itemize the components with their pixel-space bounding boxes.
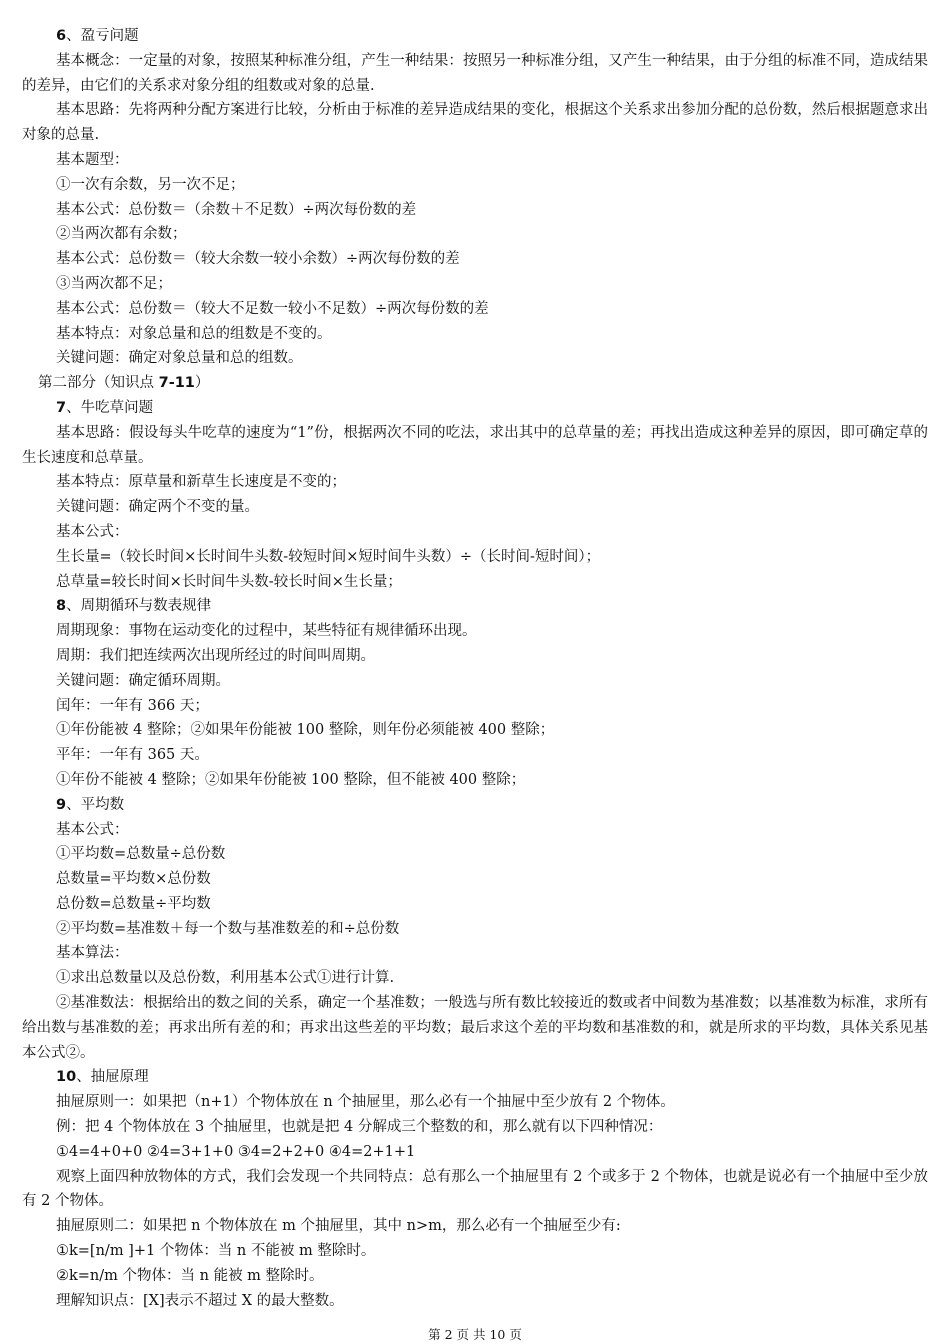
text-line: 关键问题：确定两个不变的量。 <box>56 499 259 516</box>
formula-line: ①k=[n/m ]+1 个物体：当 n 不能被 m 整除时。 <box>56 1243 376 1260</box>
text-line: 周期：我们把连续两次出现所经过的时间叫周期。 <box>56 647 375 664</box>
text-line: ①一次有余数，另一次不足； <box>56 176 245 193</box>
paragraph-idea: 基本思路：先将两种分配方案进行比较，分析由于标准的差异造成结果的变化，根据这个关系求出参加分配的总份数，然后根据题意求出对象的总量. <box>22 102 928 144</box>
text-line: 基本特点：原草量和新草生长速度是不变的； <box>56 474 346 491</box>
formula-line: 总数量=平均数×总份数 <box>56 871 211 888</box>
heading-number: 7 <box>56 399 67 416</box>
paragraph-observe: 观察上面四种放物体的方式，我们会发现一个共同特点：总有那么一个抽屉里有 2 个或多于 2 个物体，也就是说必有一个抽屉中至少放有 2 个物体。 <box>22 1168 928 1210</box>
formula-line: ②平均数=基准数＋每一个数与基准数差的和÷总份数 <box>56 920 400 937</box>
text-line: 平年：一年有 365 天。 <box>56 747 209 764</box>
text-line: 基本公式： <box>56 821 129 838</box>
formula-line: ②k=n/m 个物体：当 n 能被 m 整除时。 <box>56 1267 324 1284</box>
heading-text: 、抽屉原理 <box>76 1069 149 1086</box>
text-line: 闰年：一年有 366 天； <box>56 697 209 714</box>
heading-number: 10 <box>56 1069 77 1086</box>
text-line: ①求出总数量以及总份数，利用基本公式①进行计算. <box>56 970 395 987</box>
paragraph-concept: 基本概念：一定量的对象，按照某种标准分组，产生一种结果：按照另一种标准分组，又产生一种结果，由于分组的标准不同，造成结果的差异，由它们的关系求对象分组的组数或对象的总量. <box>22 52 928 94</box>
text-line: 理解知识点：[X]表示不超过 X 的最大整数。 <box>56 1292 344 1309</box>
part-heading <box>22 371 928 396</box>
text-line: 抽屉原则一：如果把（n+1）个物体放在 n 个抽屉里，那么必有一个抽屉中至少放有 2 个物体。 <box>56 1094 675 1111</box>
part-range: 7-11 <box>158 375 195 392</box>
formula-line: 基本公式：总份数＝（较大不足数一较小不足数）÷两次每份数的差 <box>56 300 489 317</box>
text-line: 周期现象：事物在运动变化的过程中，某些特征有规律循环出现。 <box>56 623 477 640</box>
paragraph-idea: 基本思路：假设每头牛吃草的速度为“1”份，根据两次不同的吃法，求出其中的总草量的差；再找出造成这种差异的原因，即可确定草的生长速度和总草量。 <box>22 424 928 466</box>
heading-text: 、盈亏问题 <box>66 28 139 44</box>
formula-line: ①4=4+0+0 ②4=3+1+0 ③4=2+2+0 ④4=2+1+1 <box>56 1143 416 1160</box>
text-line: 基本算法： <box>56 945 129 962</box>
text-line: 基本特点：对象总量和总的组数是不变的。 <box>56 325 332 342</box>
text-line: ①年份能被 4 整除；②如果年份能被 100 整除，则年份必须能被 400 整除； <box>56 722 555 739</box>
text-line: 基本公式： <box>56 523 129 540</box>
heading-number: 8 <box>56 598 67 615</box>
formula-line: 总草量=较长时间×长时间牛头数-较长时间×生长量； <box>56 573 402 590</box>
formula-line: ①平均数=总数量÷总份数 <box>56 846 226 863</box>
formula-line: 基本公式：总份数＝（较大余数一较小余数）÷两次每份数的差 <box>56 251 460 268</box>
section-heading-6 <box>22 24 928 49</box>
heading-number: 9 <box>56 796 67 813</box>
paragraph-base-method: ②基准数法：根据给出的数之间的关系，确定一个基准数；一般选与所有数比较接近的数或者中间数为基准数；以基准数为标准，求所有给出数与基准数的差；再求出所有差的和；再求出这些差的平均数；最后求这个差的平均数和基准数的和，就是所求的平均数，具体关系见基本公式②。 <box>22 995 928 1061</box>
text-line: ③当两次都不足； <box>56 275 172 292</box>
heading-number: 6 <box>56 28 67 44</box>
heading-text: 、周期循环与数表规律 <box>66 598 212 615</box>
heading-text: 、平均数 <box>66 796 125 813</box>
section-heading-9 <box>22 793 928 818</box>
page-content <box>22 24 928 1313</box>
section-heading-7 <box>22 396 928 421</box>
text-line: 关键问题：确定对象总量和总的组数。 <box>56 350 303 367</box>
text-line: 抽屉原则二：如果把 n 个物体放在 m 个抽屉里，其中 n>m，那么必有一个抽屉至少有: <box>56 1218 621 1235</box>
page-footer: 第 2 页 共 10 页 <box>428 1327 522 1342</box>
text-line: ②当两次都有余数； <box>56 226 187 243</box>
formula-line: 基本公式：总份数＝（余数＋不足数）÷两次每份数的差 <box>56 201 417 218</box>
heading-text: 、牛吃草问题 <box>66 399 154 416</box>
formula-line: 总份数=总数量÷平均数 <box>56 895 211 912</box>
section-heading-10 <box>22 1065 928 1090</box>
formula-line: 生长量=（较长时间×长时间牛头数-较短时间×短时间牛头数）÷（长时间-短时间）； <box>56 548 601 565</box>
part-suffix: ） <box>194 375 210 392</box>
text-line: 关键问题：确定循环周期。 <box>56 672 230 689</box>
text-line: 基本题型： <box>56 151 129 168</box>
text-line: 例：把 4 个物体放在 3 个抽屉里，也就是把 4 分解成三个整数的和，那么就有以下四种情况： <box>56 1119 663 1136</box>
text-line: ①年份不能被 4 整除；②如果年份能被 100 整除，但不能被 400 整除； <box>56 771 526 788</box>
section-heading-8 <box>22 594 928 619</box>
part-prefix: 第二部分（知识点 <box>38 375 159 392</box>
